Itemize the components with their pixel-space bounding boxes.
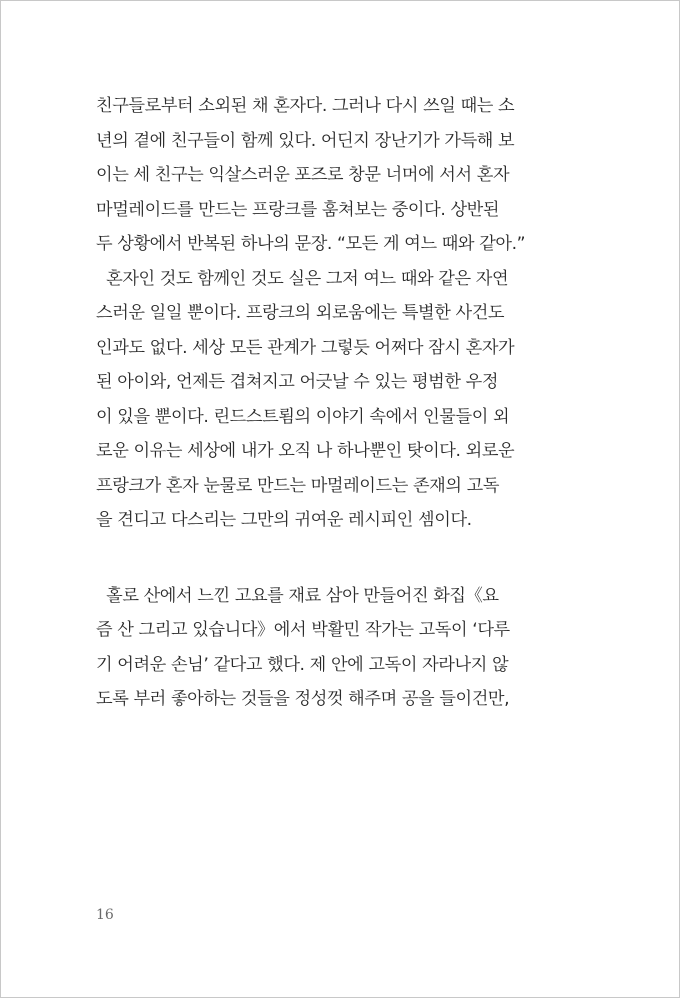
text-line: 스러운 일일 뿐이다. 프랑크의 외로움에는 특별한 사건도 <box>96 303 505 323</box>
text-line: 친구들로부터 소외된 채 혼자다. 그러나 다시 쓰일 때는 소 <box>96 96 515 116</box>
body-text <box>96 89 546 717</box>
text-line: 을 견디고 다스리는 그만의 귀여운 레시피인 셈이다. <box>96 510 472 530</box>
text-line: 두 상황에서 반복된 하나의 문장. “모든 게 여느 때와 같아.” <box>96 234 526 254</box>
text-line: 마멀레이드를 만드는 프랑크를 훔쳐보는 중이다. 상반된 <box>96 199 500 220</box>
text-line: 기 어려운 손님’ 같다고 했다. 제 안에 고독이 자라나지 않 <box>96 654 509 675</box>
text-line: 로운 이유는 세상에 내가 오직 나 하나뿐인 탓이다. 외로운 <box>96 441 515 461</box>
page-number: 16 <box>96 907 114 923</box>
text-line: 즘 산 그리고 있습니다》에서 박활민 작가는 고독이 ‘다루 <box>96 620 510 640</box>
paragraph-2 <box>96 262 546 538</box>
text-line: 도록 부러 좋아하는 것들을 정성껏 해주며 공을 들이건만, <box>96 689 510 709</box>
text-line: 홀로 산에서 느낀 고요를 재료 삼아 만들어진 화집《요 <box>96 585 499 606</box>
text-line: 된 아이와, 언제든 겹쳐지고 어긋날 수 있는 평범한 우정 <box>96 372 499 392</box>
paragraph-gap <box>96 538 546 579</box>
paragraph-3 <box>96 579 546 717</box>
text-line: 이는 세 친구는 익살스러운 포즈로 창문 너머에 서서 혼자 <box>96 165 510 185</box>
paragraph-1 <box>96 89 546 262</box>
text-line: 인과도 없다. 세상 모든 관계가 그렇듯 어쩌다 잠시 혼자가 <box>96 337 515 358</box>
text-line: 프랑크가 혼자 눈물로 만드는 마멀레이드는 존재의 고독 <box>96 475 500 496</box>
text-line: 이 있을 뿐이다. 린드스트룀의 이야기 속에서 인물들이 외 <box>96 406 510 427</box>
text-line: 년의 곁에 친구들이 함께 있다. 어딘지 장난기가 가득해 보 <box>96 130 515 151</box>
text-line: 혼자인 것도 함께인 것도 실은 그저 여느 때와 같은 자연 <box>96 268 509 289</box>
